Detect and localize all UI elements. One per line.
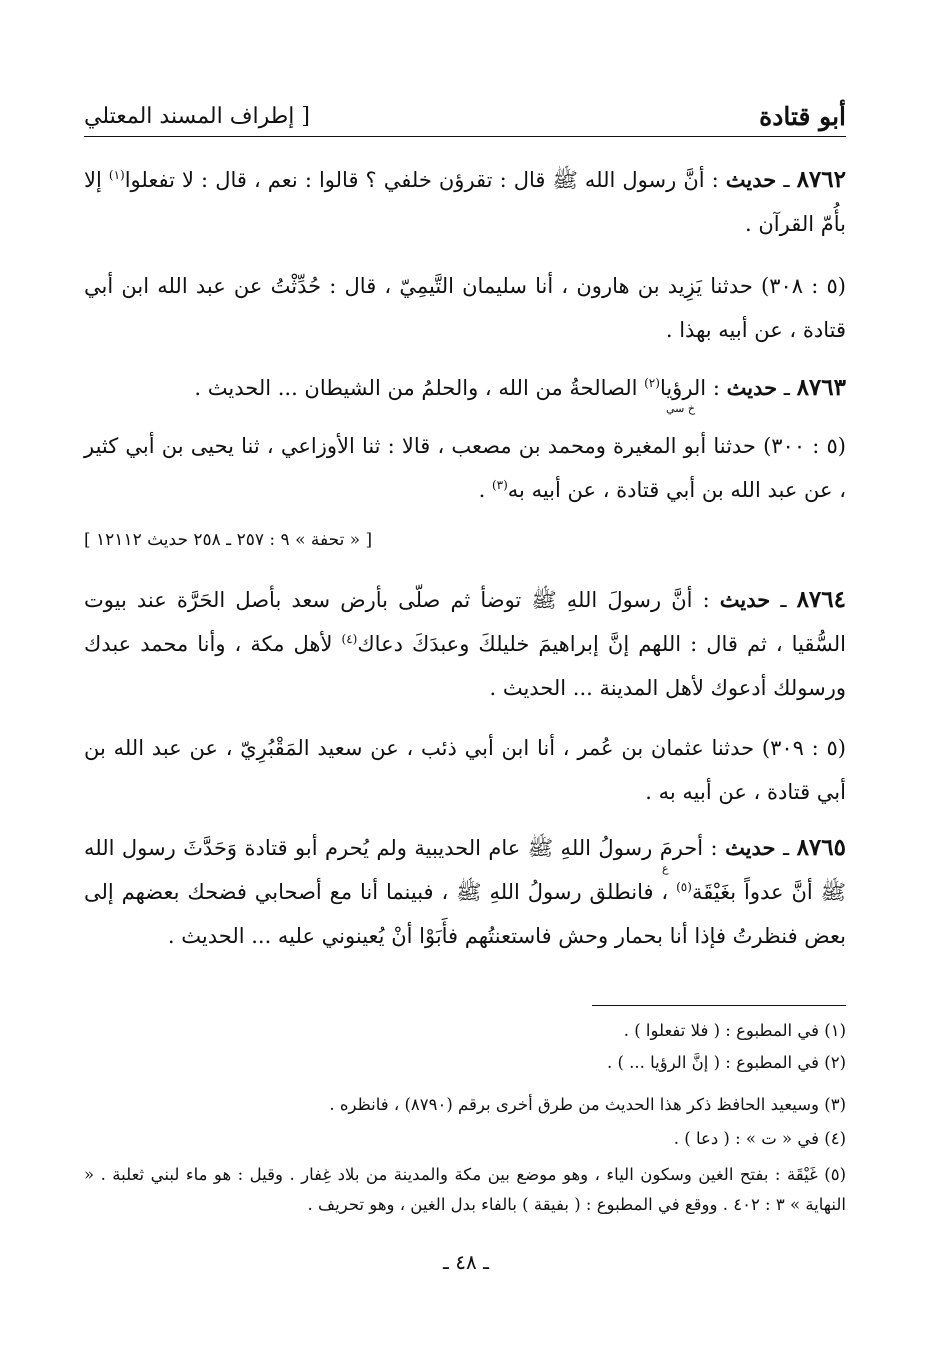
isnad-paragraph bbox=[84, 726, 846, 814]
footnote-marker: (٥) bbox=[676, 880, 692, 894]
siglum-label: ع bbox=[662, 862, 669, 875]
footnote-1: (١) في المطبوع : ( فلا تفعلوا ) . bbox=[623, 1021, 846, 1040]
running-header bbox=[84, 100, 846, 137]
siglum-label: خ سي bbox=[666, 402, 695, 415]
footnote-marker: (٣) bbox=[491, 478, 508, 492]
isnad-text: (٥ : ٣٠٩) حدثنا عثمان بن عُمر ، أنا ابن أبي ذئب ، عن سعيد المَقْبُرِيّ ، عن عبد الله بن أبي قتادة ، عن أبيه به . bbox=[84, 736, 846, 804]
hadith-keyword: حديث bbox=[725, 835, 776, 860]
footnote-4: (٤) في « ت » : ( دعا ) . bbox=[673, 1129, 846, 1148]
footnote-separator bbox=[592, 1005, 846, 1006]
header-book-title: [ إطراف المسند المعتلي bbox=[84, 104, 310, 129]
page-number: ـ ٤٨ ـ bbox=[443, 1250, 489, 1274]
hadith-text-cont: لأهل مكة ، وأنا محمد عبدك ورسولك أدعوك لأهل المدينة ... الحديث . bbox=[84, 632, 846, 700]
footnote-2: (٢) في المطبوع : ( إنَّ الرؤيا ... ) . bbox=[606, 1053, 846, 1072]
footnote-marker: (١) bbox=[108, 168, 125, 182]
dash: ـ bbox=[776, 168, 797, 192]
hadith-text: : أنَّ رسول الله ﷺ قال : تقرؤن خلفي ؟ قالوا : نعم ، قال : لا تفعلوا bbox=[124, 168, 726, 192]
footnote-5: (٥) غَيْقَة : بفتح الغين وسكون الياء ، وهو موضع بين مكة والمدينة من بلاد غِفار . وقيل : هو ماء لبني ثعلبة . « النهاية » ٣ : ٤٠٢ . ووقع في المطبوع : ( بفيقة ) بالفاء بدل الغين ، وهو تحريف . bbox=[84, 1165, 846, 1214]
hadith-keyword: حديث bbox=[719, 587, 771, 612]
dash: ـ bbox=[777, 376, 797, 400]
dash: ـ bbox=[775, 836, 797, 860]
hadith-number: ٨٧٦٤ bbox=[796, 586, 846, 613]
isnad-text-cont: . bbox=[478, 478, 492, 502]
hadith-text: : الرؤيا bbox=[659, 376, 727, 400]
hadith-number: ٨٧٦٣ bbox=[796, 374, 846, 401]
isnad-text: (٥ : ٣٠٨) حدثنا يَزِيد بن هارون ، أنا سليمان التَّيمِيّ ، قال : حُدِّثْتُ عن عبد الله ابن أبي قتادة ، عن أبيه بهذا . bbox=[84, 274, 846, 342]
hadith-entry-8765 bbox=[84, 826, 846, 958]
dash: ـ bbox=[770, 588, 797, 612]
hadith-text-cont: ، فانطلق رسولُ اللهِ ﷺ ، فبينما أنا مع أصحابي فضحك بعضهم إلى بعض فنظرتُ فإذا أنا بحمار وحش فاستعنتُهم فأَبَوْا أنْ يُعينوني عليه ... الحديث . bbox=[84, 880, 846, 948]
hadith-text-cont: الصالحةُ من الله ، والحلمُ من الشيطان ... الحديث . bbox=[194, 376, 645, 400]
hadith-text: : أنَّ رسولَ اللهِ ﷺ توضأ ثم صلّى بأرض سعد بأصل الحَرَّة عند بيوت السُّقيا ، ثم قال : اللهم إنَّ إبراهيمَ خليلكَ وعبدَكَ دعاك bbox=[84, 588, 846, 656]
tuhfa-reference bbox=[84, 530, 846, 550]
hadith-entry-8763 bbox=[84, 366, 846, 410]
isnad-text: (٥ : ٣٠٠) حدثنا أبو المغيرة ومحمد بن مصعب ، قالا : ثنا الأوزاعي ، ثنا يحيى بن أبي كثير ، عن عبد الله بن أبي قتادة ، عن أبيه به bbox=[84, 434, 846, 502]
footnote-marker: (٢) bbox=[644, 376, 660, 390]
isnad-paragraph bbox=[84, 424, 846, 512]
hadith-text-cont: إلا بأُمّ القرآن . bbox=[84, 168, 846, 236]
footnote-3: (٣) وسيعيد الحافظ ذكر هذا الحديث من طرق أخرى برقم (٨٧٩٠) ، فانظره . bbox=[329, 1095, 846, 1114]
footnote-marker: (٤) bbox=[341, 632, 358, 646]
reference-text: [ « تحفة » ٩ : ٢٥٧ ـ ٢٥٨ حديث ١٢١١٢ ] bbox=[84, 530, 373, 550]
hadith-keyword: حديث bbox=[726, 375, 778, 400]
hadith-keyword: حديث bbox=[725, 167, 777, 192]
hadith-number: ٨٧٦٢ bbox=[796, 166, 846, 193]
isnad-paragraph bbox=[84, 264, 846, 352]
hadith-number: ٨٧٦٥ bbox=[796, 834, 846, 861]
hadith-entry-8762 bbox=[84, 158, 846, 246]
header-chapter-title: أبو قتادة bbox=[759, 102, 846, 131]
hadith-text: : أحرمَ رسولُ اللهِ ﷺ عام الحديبية ولم يُحرم أبو قتادة وَحَدَّثَ رسول الله ﷺ أنَّ عدواً بغَيْقَة bbox=[84, 836, 847, 904]
hadith-entry-8764 bbox=[84, 578, 846, 710]
